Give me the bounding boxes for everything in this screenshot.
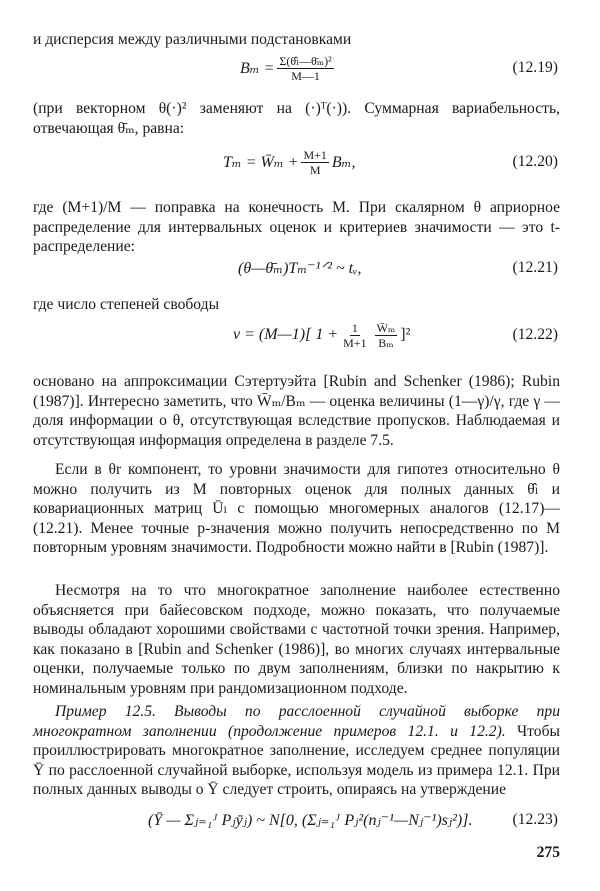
example-title: Пример 12.5. Выводы по расслоенной случайной выборке при многократном заполнении (продолжение примеров 12.1. и 12.2). <box>33 703 560 740</box>
eq22-fraction-2 <box>375 321 398 350</box>
eq20-lhs: Tₘ = W̄ₘ + <box>223 154 299 171</box>
eq23-expression: (Ȳ — Σⱼ₌₁ᴶ Pⱼȳⱼ) ~ N[0, (Σⱼ₌₁ᴶ Pⱼ²(nⱼ⁻¹—Nⱼ⁻¹)sⱼ²)]. <box>148 812 473 829</box>
equation-number-12-23: (12.23) <box>512 811 558 828</box>
eq22-rhs: ]² <box>400 326 411 343</box>
eq22-numerator-2: W̄ₘ <box>376 320 396 335</box>
text-line-intro: и дисперсия между различными подстановками <box>33 31 352 48</box>
paragraph-bayesian: Несмотря на то что многократное заполнение наиболее естественно объясняется при байесовском подходе, можно показать, что получаемые выводы обладают хорошими свойствами с частотной точки зрения. Например, как показано в [Rubin and Schenker (1986)], во многих случаях интервальные оценки, получаемые только по двум заполнениям, близки по накрытию к номинальным уровням при рандомизационном подходе. <box>33 582 560 697</box>
equation-number-12-20: (12.20) <box>512 153 558 170</box>
equation-12-23 <box>33 800 560 840</box>
example-body: Чтобы проиллюстрировать многократное заполнение, исследуем среднее популяции Ȳ по расслоенной случайной выборке, используя модель из примера 12.1. При полных данных выводы о Ȳ следует строить, опираясь на утверждение <box>33 722 560 799</box>
paragraph-satterthwaite: основано на аппроксимации Сэтертуэйта [Rubin and Schenker (1986); Rubin (1987)]. Интересно заметить, что W̄ₘ/Bₘ — оценка величины (1—γ)/γ, где γ — доля информации о θ, отсутствующая вследствие пропусков. Наблюдаемая и отсутствующая информация определена в разделе 7.5. <box>33 373 560 449</box>
page-number: 275 <box>536 844 560 861</box>
paragraph-significance: Если в θr компонент, то уровни значимости для гипотез относительно θ можно получить из M повторных оценок для полных данных θ̂ₗ и ковариационных матриц Ūₗ с помощью многомерных аналогов (12.17)—(12.21). Менее точные p-значения можно получить непосредственно по M повторным уровням значимости. Подробности можно найти в [Rubin (1987)]. <box>33 461 560 557</box>
equation-number-12-22: (12.22) <box>512 326 558 343</box>
eq19-lhs: Bₘ = <box>240 60 275 77</box>
equation-12-20 <box>33 142 560 182</box>
eq22-denominator-2: Bₘ <box>378 335 394 350</box>
equation-12-22 <box>33 315 560 355</box>
paragraph-example-12-5 <box>33 702 560 800</box>
equation-12-21 <box>33 248 560 288</box>
eq19-fraction <box>277 54 333 83</box>
eq19-numerator: Σ(θ̂ₗ—θ̄ₘ)² <box>279 53 332 68</box>
eq21-expression: (θ—θ̄ₘ)Tₘ⁻¹ᐟ² ~ tᵥ, <box>238 260 362 277</box>
text-line-degrees-of-freedom: где число степеней свободы <box>33 296 220 313</box>
paragraph-vector-note: (при векторном θ(·)² заменяют на (·)ᵀ(·)). Суммарная вариабельность, отвечающая θ̄ₘ, равна: <box>33 100 560 137</box>
eq20-denominator: M <box>309 162 321 177</box>
eq19-denominator: M—1 <box>291 68 320 83</box>
eq20-fraction <box>301 148 328 177</box>
eq22-denominator-1: M+1 <box>343 335 367 350</box>
equation-12-19 <box>33 48 560 88</box>
eq20-numerator: M+1 <box>303 147 327 162</box>
equation-number-12-19: (12.19) <box>512 59 558 76</box>
eq20-rhs: Bₘ, <box>331 154 356 171</box>
eq22-fraction-1 <box>341 321 368 350</box>
eq22-lhs: ν = (M—1)[ 1 + <box>233 326 339 343</box>
equation-number-12-21: (12.21) <box>512 259 558 276</box>
paragraph-finite-correction: где (M+1)/M — поправка на конечность M. При скалярном θ априорное распределение для интервальных оценок и критериев значимости — это t-распределение: <box>33 199 560 256</box>
eq22-numerator-1: 1 <box>351 320 358 335</box>
